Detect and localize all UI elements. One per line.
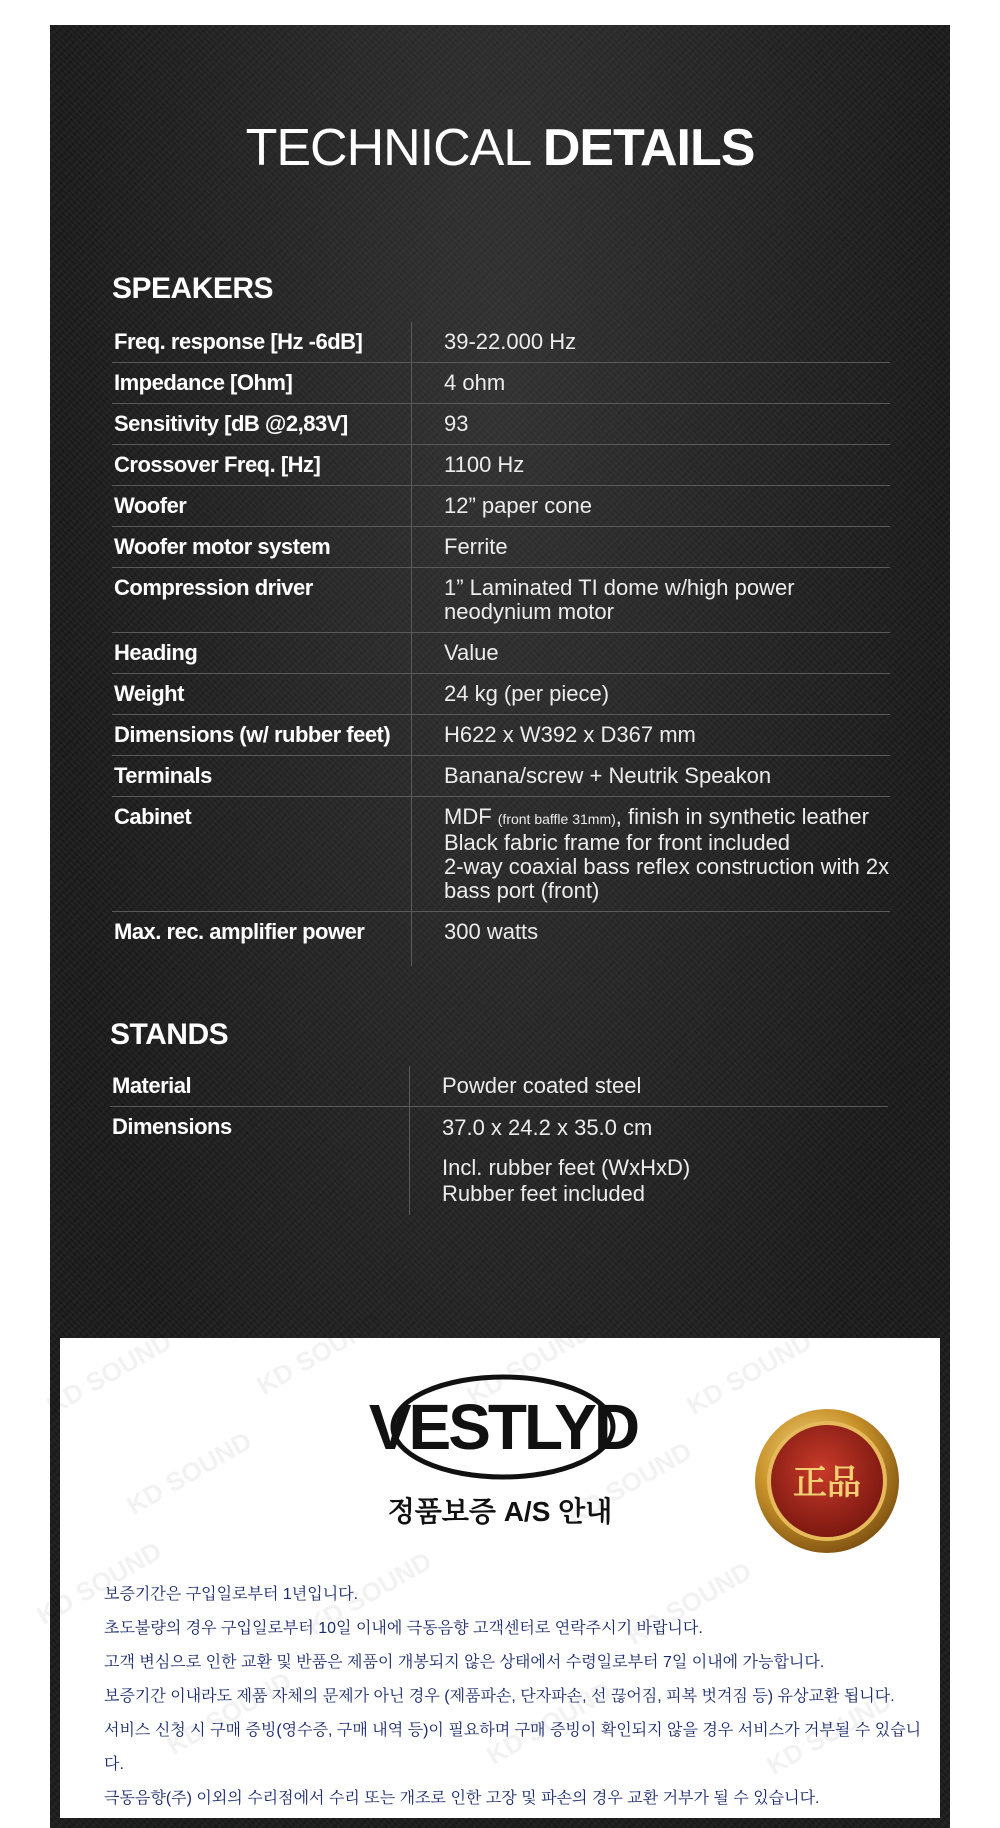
watermark: KD SOUND	[161, 1665, 297, 1761]
spec-label: Compression driver	[112, 568, 412, 632]
spec-label: Dimensions	[110, 1107, 410, 1215]
spec-row	[112, 633, 890, 674]
spec-value	[412, 797, 890, 911]
spec-row	[112, 715, 890, 756]
brand-wordmark: VESTLYD	[368, 1391, 638, 1463]
spec-value: 4 ohm	[444, 370, 506, 395]
watermark: KD SOUND	[251, 1305, 387, 1401]
spec-row	[110, 1107, 888, 1215]
stand-feet-note: Rubber feet included	[442, 1181, 646, 1206]
spec-label: Dimensions (w/ rubber feet)	[112, 715, 412, 755]
cabinet-prefix: MDF	[444, 804, 498, 829]
speakers-table	[112, 322, 890, 980]
spec-value: Ferrite	[444, 534, 508, 559]
spec-value: 12” paper cone	[444, 493, 592, 518]
title-bold: DETAILS	[542, 119, 755, 177]
watermark: KD SOUND	[31, 1535, 167, 1631]
notice-item: 고객 변심으로 인한 교환 및 반품은 제품이 개봉되지 않은 상태에서 수령일로부터 7일 이내에 가능합니다.	[104, 1654, 825, 1671]
watermark: KD SOUND	[761, 1685, 897, 1781]
warranty-title: 정품보증 A/S 안내	[387, 1496, 613, 1527]
stands-heading: STANDS	[110, 1018, 229, 1051]
watermark: KD SOUND	[561, 1435, 697, 1531]
spec-label: Crossover Freq. [Hz]	[112, 445, 412, 485]
notice-item: 보증기간은 구입일로부터 1년입니다.	[104, 1586, 359, 1603]
spec-row	[112, 322, 890, 363]
genuine-badge-icon	[752, 1406, 902, 1561]
spec-row	[112, 568, 890, 633]
watermark: KD SOUND	[461, 1315, 597, 1411]
warranty-box	[31, 1305, 940, 1818]
stands-table	[110, 1066, 888, 1215]
cabinet-small-note: (front baffle 31mm)	[497, 811, 616, 827]
title-light: TECHNICAL	[245, 119, 543, 177]
spec-value: Banana/screw + Neutrik Speakon	[444, 763, 772, 788]
stand-dimensions-note: Incl. rubber feet (WxHxD)	[442, 1155, 691, 1180]
spec-row	[112, 912, 890, 980]
watermark: KD SOUND	[301, 1545, 437, 1641]
spec-row	[112, 674, 890, 715]
notice-item: 서비스 신청 시 구매 증빙(영수증, 구매 내역 등)이 필요하며 구매 증빙이 확인되지 않을 경우 서비스가 거부될 수 있습니다.	[104, 1722, 922, 1773]
spec-value: 1” Laminated TI dome w/high power neodynium motor	[444, 575, 795, 624]
spec-row	[112, 756, 890, 797]
vestlyd-logo	[368, 1374, 638, 1485]
spec-value: 300 watts	[444, 919, 539, 944]
watermark: KD SOUND	[481, 1675, 617, 1771]
spec-row	[112, 797, 890, 912]
page-title	[0, 118, 1000, 178]
watermark: KD SOUND	[681, 1325, 817, 1421]
spec-label: Woofer	[112, 486, 412, 526]
spec-value: H622 x W392 x D367 mm	[444, 722, 696, 747]
spec-value	[410, 1107, 888, 1215]
badge-text: 正品	[793, 1463, 861, 1503]
spec-row	[112, 486, 890, 527]
spec-value: 24 kg (per piece)	[444, 681, 610, 706]
spec-label: Cabinet	[112, 797, 412, 911]
cabinet-line3: 2-way coaxial bass reflex construction with 2x bass port (front)	[444, 854, 890, 903]
spec-row	[112, 404, 890, 445]
watermark: KD SOUND	[41, 1325, 177, 1421]
spec-label: Material	[110, 1066, 410, 1106]
watermark: KD SOUND	[621, 1555, 757, 1651]
spec-label: Weight	[112, 674, 412, 714]
notice-item: 보증기간 이내라도 제품 자체의 문제가 아닌 경우 (제품파손, 단자파손, 선 끊어짐, 피복 벗겨짐 등) 유상교환 됩니다.	[104, 1688, 895, 1705]
spec-value: Value	[444, 640, 499, 665]
spec-row	[112, 445, 890, 486]
spec-label: Heading	[112, 633, 412, 673]
spec-label: Woofer motor system	[112, 527, 412, 567]
spec-row	[112, 363, 890, 404]
warranty-notices	[104, 1578, 924, 1816]
spec-value: Powder coated steel	[442, 1073, 642, 1098]
spec-label: Sensitivity [dB @2,83V]	[112, 404, 412, 444]
spec-row	[112, 527, 890, 568]
spec-label: Impedance [Ohm]	[112, 363, 412, 403]
spec-label: Freq. response [Hz -6dB]	[112, 322, 412, 362]
spec-value: 93	[444, 411, 469, 436]
spec-label: Terminals	[112, 756, 412, 796]
stand-dimensions: 37.0 x 24.2 x 35.0 cm	[442, 1115, 653, 1140]
spec-row	[110, 1066, 888, 1107]
notice-item: 초도불량의 경우 구입일로부터 10일 이내에 극동음향 고객센터로 연락주시기 바랍니다.	[104, 1620, 703, 1637]
spec-value: 1100 Hz	[444, 452, 525, 477]
speakers-heading: SPEAKERS	[112, 272, 274, 305]
notice-item: 극동음향(주) 이외의 수리점에서 수리 또는 개조로 인한 고장 및 파손의 경우 교환 거부가 될 수 있습니다.	[104, 1790, 820, 1807]
watermark: KD SOUND	[121, 1425, 257, 1521]
spec-label: Max. rec. amplifier power	[112, 912, 412, 966]
cabinet-suffix: , finish in synthetic leather	[615, 804, 869, 829]
cabinet-line2: Black fabric frame for front included	[444, 830, 791, 855]
spec-value: 39-22.000 Hz	[444, 329, 577, 354]
